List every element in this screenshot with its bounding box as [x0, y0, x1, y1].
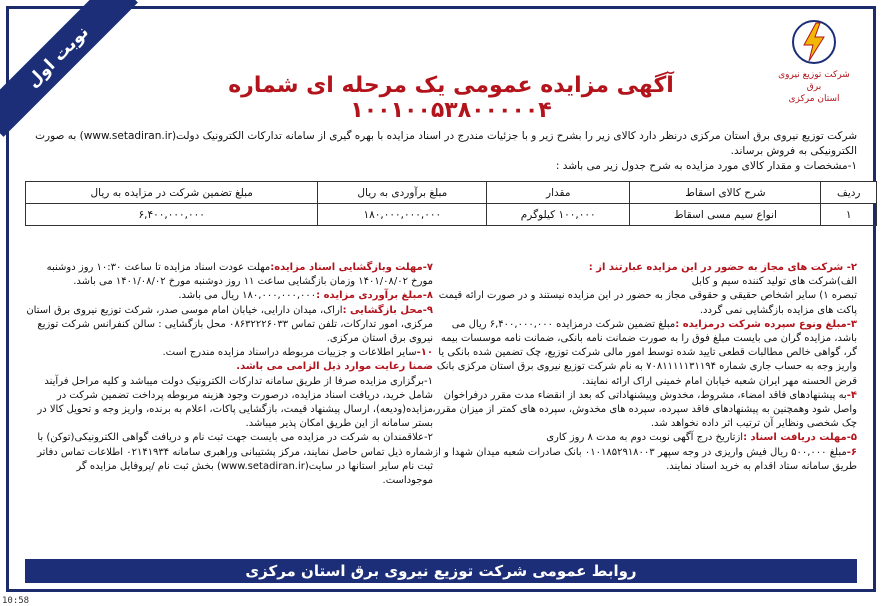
- section-8-text: ۱۸۰,۰۰۰,۰۰۰,۰۰۰ ریال می باشد.: [178, 290, 317, 302]
- header-row-number: ردیف: [821, 182, 877, 204]
- section-3-heading: ۳-مبلغ ونوع سپرده شرکت درمزایده :: [675, 318, 857, 330]
- cell-guarantee: ۶,۴۰۰,۰۰۰,۰۰۰: [26, 204, 318, 226]
- header-guarantee: مبلغ تضمین شرکت در مزایده به ریال: [26, 182, 318, 204]
- footer-banner: روابط عمومی شرکت توزیع نیروی برق استان مرکزی: [25, 559, 857, 583]
- section-9-text: اراک، میدان دارایی، خیابان امام موسی صدر، شرکت توزیع نیروی برق استان مرکزی، امور تدارکات، تلفن تماس ۰۸۶۳۲۲۲۶۰۳۳ محل بازگشایی : سالن کنفرانس شرکت توزیع نیروی برق استان مرکزی.: [26, 304, 433, 345]
- ribbon-badge: نوبت اول: [0, 0, 138, 137]
- cell-estimate: ۱۸۰,۰۰۰,۰۰۰,۰۰۰: [318, 204, 487, 226]
- items-table: [25, 181, 877, 226]
- section-5-text: ازتاریخ درج آگهی نوبت دوم به مدت ۸ روز کاری: [546, 432, 744, 444]
- timestamp: 10:58: [2, 596, 30, 606]
- section-6-heading: ۶-: [846, 446, 857, 458]
- cell-row-number: ۱: [821, 204, 877, 226]
- lightning-logo-icon: [791, 19, 837, 65]
- intro-item-1: ۱-مشخصات و مقدار کالای مورد مزایده به شرح جدول زیر می باشد :: [555, 160, 857, 172]
- intro-paragraph: شرکت توزیع نیروی برق استان مرکزی درنظر دارد کالای زیر را بشرح زیر و با جزئیات مندرج در اسناد مزایده با بهره گیری از سامانه تدارکات الکترونیک دولت(www.setadiran.ir) به صورت الکترونیکی به فروش برساند.: [35, 130, 857, 157]
- section-2-item-a: الف)شرکت های تولید کننده سیم و کابل: [691, 276, 857, 288]
- section-2-heading: ۲- شرکت های مجاز به حضور در این مزایده عبارتند از :: [588, 262, 857, 273]
- section-4-heading: ۴-: [846, 389, 857, 401]
- cell-description: انواع سیم مسی اسقاط: [630, 204, 821, 226]
- rule-1: ۱-برگزاری مزایده صرفا از طریق سامانه تدارکات الکترونیک دولت میباشد و کلیه مراحل فرآیند شامل خرید، دریافت اسناد مزایده، درصورت وجود هزینه مربوطه پرداخت تضمین شرکت در مزایده(ودیعه)، ارسال پیشنهاد قیمت، بازگشایی پاکات، اعلام به برنده، واریز وجه و تحویل کالا در بستر سامانه از این طریق امکان پذیر میباشد.: [37, 375, 433, 430]
- table-header-row: [26, 182, 877, 204]
- section-8-heading: ۸-مبلغ برآوردی مزایده :: [316, 290, 433, 302]
- header-estimate: مبلغ برآوردی به ریال: [318, 182, 487, 204]
- section-9-heading: ۹-محل بازگشایی :: [342, 304, 433, 316]
- table-row: [26, 204, 877, 226]
- company-logo: [771, 19, 857, 105]
- notice-frame: [6, 6, 876, 592]
- section-3-text: مبلغ تضمین شرکت درمزایده ۶,۴۰۰,۰۰۰,۰۰۰ ریال می باشد، مزایده گران می بایست مبلغ فوق را به صورت ضمانت نامه بانکی، ضمانت نامه موسسات بیمه گر، گواهی خالص مطالبات قطعی تایید شده توسط امور مالی شرکت توزیع، چک تضمین شده بانکی یا واریز وجه به حساب جاری شماره ۷۰۸۱۱۱۱۱۳۱۱۹۴ به نام شرکت توزیع نیروی برق استان مرکزی بانک قرض الحسنه مهر ایران شعبه خیابان امام خمینی اراک ارائه نمایند.: [436, 318, 857, 387]
- logo-line-2: استان مرکزی: [788, 94, 840, 104]
- notice-title: آگهی مزایده عمومی یک مرحله ای شماره ۱۰۰۱۰۰۵۳۸۰۰۰۰۰۴: [228, 73, 674, 123]
- section-2-note: تبصره ۱) سایر اشخاص حقیقی و حقوقی مجاز به حضور در این مزایده نیستند و در صورت ارائه قیمت پاکت های مزایده بازگشایی نمی گردد.: [438, 290, 857, 316]
- logo-line-1: شرکت توزیع نیروی برق: [778, 70, 850, 92]
- section-7-heading: ۷-مهلت وبازگشایی اسناد مزایده:: [270, 262, 433, 273]
- header-quantity: مقدار: [487, 182, 630, 204]
- section-10-text: سایر اطلاعات و جزییات مربوطه دراسناد مزایده مندرج است.: [162, 347, 417, 359]
- section-4-text: به پیشنهادهای فاقد امضاء، مشروط، مخدوش وپیشنهاداتی که بعد از انقضاء مدت مقرر درفراخوان واصل شود وهمچنین به پیشنهادهای فاقد سپرده، سپرده های مخدوش، سپرده های کمتر از میزان مقرر، چک شخصی ونظایر آن ترتیب اثر داده نخواهد شد.: [432, 389, 857, 430]
- section-10-heading: ۱۰-: [416, 347, 433, 359]
- header-description: شرح کالای اسقاط: [630, 182, 821, 204]
- rule-2: ۲-علاقمندان به شرکت در مزایده می بایست جهت ثبت نام و دریافت گواهی الکترونیکی(توکن) با شماره ذیل تماس حاصل نمایند، مرکز پشتیبانی وراهبری سامانه ۰۲۱۴۱۹۳۴ اطلاعات تماس دفاتر ثبت نام سایر استانها در سایت(www.setadiran.ir) بخش ثبت نام /پروفایل مزایده گر موجوداست.: [37, 432, 433, 487]
- right-column: [427, 261, 857, 474]
- intro: [25, 129, 857, 174]
- important-note: ضمنا رعایت موارد ذیل الزامی می باشد.: [236, 361, 433, 373]
- section-7-text: مهلت عودت اسناد مزایده تا ساعت ۱۰:۳۰ روز دوشنبه مورخ ۱۴۰۱/۰۸/۰۲ وزمان بازگشایی ساعت ۱۱ روز دوشنبه مورخ ۱۴۰۱/۰۸/۰۲ می باشد.: [46, 262, 433, 288]
- left-column: [25, 261, 433, 488]
- cell-quantity: ۱۰۰,۰۰۰ کیلوگرم: [487, 204, 630, 226]
- section-5-heading: ۵-مهلت دریافت اسناد :: [743, 432, 857, 444]
- section-6-text: مبلغ ۵۰۰,۰۰۰ ریال فیش واریزی در وجه سپهر ۰۱۰۱۸۵۲۹۱۸۰۰۳ بانک صادرات شعبه میدان شهدا و از طریق سامانه ستاد اقدام به خرید اسناد نمایند.: [433, 446, 857, 472]
